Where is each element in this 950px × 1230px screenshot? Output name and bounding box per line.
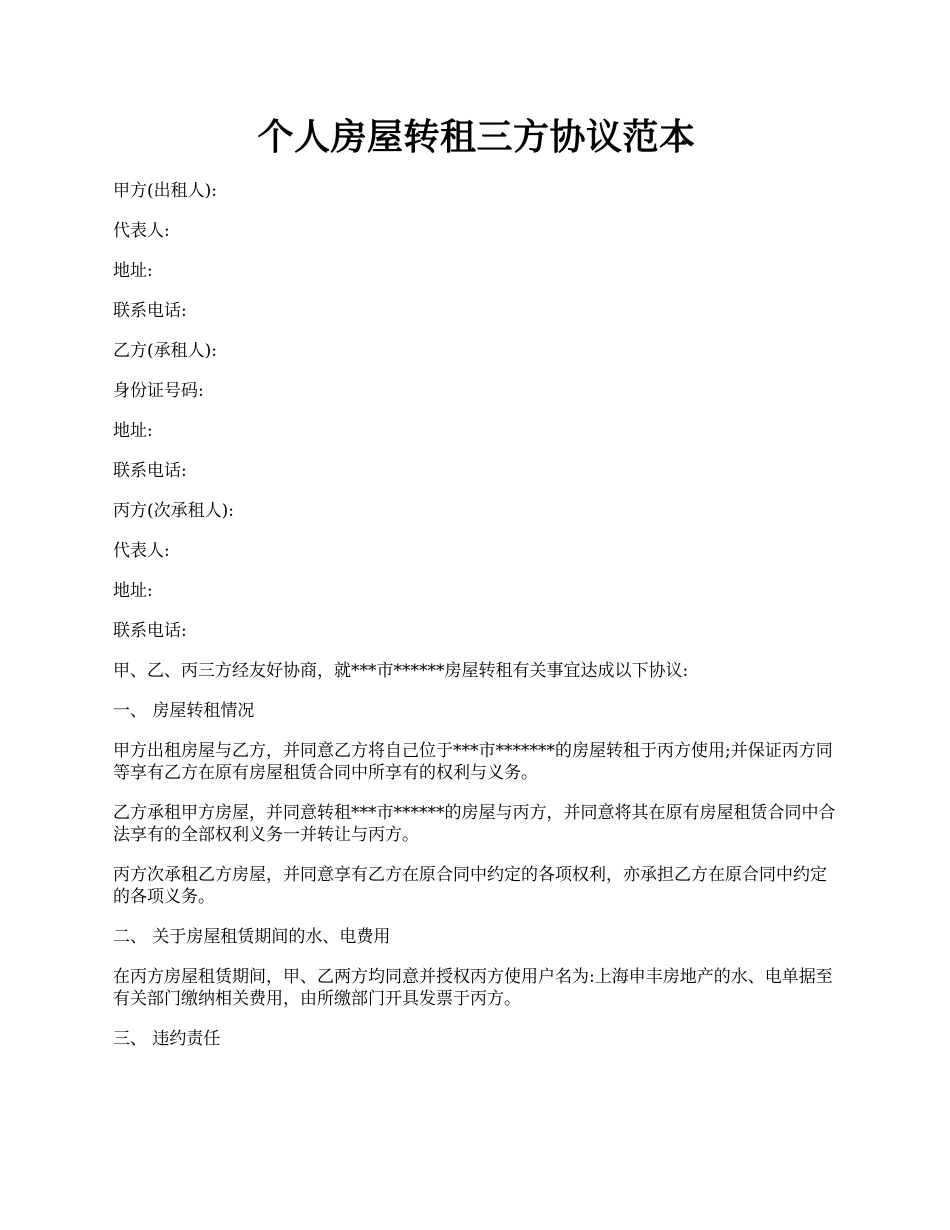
party-b-address: 地址: bbox=[113, 421, 153, 441]
section-1-heading: 一、 房屋转租情况 bbox=[113, 701, 255, 721]
section-1-paragraph-1: 甲方出租房屋与乙方，并同意乙方将自己位于***市*******的房屋转租于丙方使用;并保证丙方同等享有乙方在原有房屋租赁合同中所享有的权利与义务。 bbox=[113, 741, 833, 783]
party-c-label: 丙方(次承租人): bbox=[113, 501, 234, 521]
section-3-heading: 三、 违约责任 bbox=[113, 1029, 221, 1049]
party-a-representative: 代表人: bbox=[113, 221, 170, 241]
party-c-address: 地址: bbox=[113, 581, 153, 601]
section-1-paragraph-2: 乙方承租甲方房屋，并同意转租***市******的房屋与丙方，并同意将其在原有房屋租赁合同中合法享有的全部权利义务一并转让与丙方。 bbox=[113, 803, 836, 845]
party-a-phone: 联系电话: bbox=[113, 301, 187, 321]
party-a-label: 甲方(出租人): bbox=[113, 181, 217, 201]
document-title: 个人房屋转租三方协议范本 bbox=[257, 116, 696, 158]
document-body bbox=[113, 110, 840, 1068]
section-1-paragraph-3: 丙方次承租乙方房屋，并同意享有乙方在原合同中约定的各项权利，亦承担乙方在原合同中约定的各项义务。 bbox=[113, 865, 827, 907]
party-c-phone: 联系电话: bbox=[113, 621, 187, 641]
party-c-representative: 代表人: bbox=[113, 541, 170, 561]
section-2-heading: 二、 关于房屋租赁期间的水、电费用 bbox=[113, 927, 391, 947]
party-a-address: 地址: bbox=[113, 261, 153, 281]
party-b-id-number: 身份证号码: bbox=[113, 381, 204, 401]
section-2-paragraph-1: 在丙方房屋租赁期间，甲、乙两方均同意并授权丙方使用户名为:上海申丰房地产的水、电单据至有关部门缴纳相关费用，由所缴部门开具发票于丙方。 bbox=[113, 967, 833, 1009]
party-b-phone: 联系电话: bbox=[113, 461, 187, 481]
agreement-intro: 甲、乙、丙三方经友好协商，就***市******房屋转租有关事宜达成以下协议: bbox=[113, 661, 689, 681]
party-b-label: 乙方(承租人): bbox=[113, 341, 217, 361]
